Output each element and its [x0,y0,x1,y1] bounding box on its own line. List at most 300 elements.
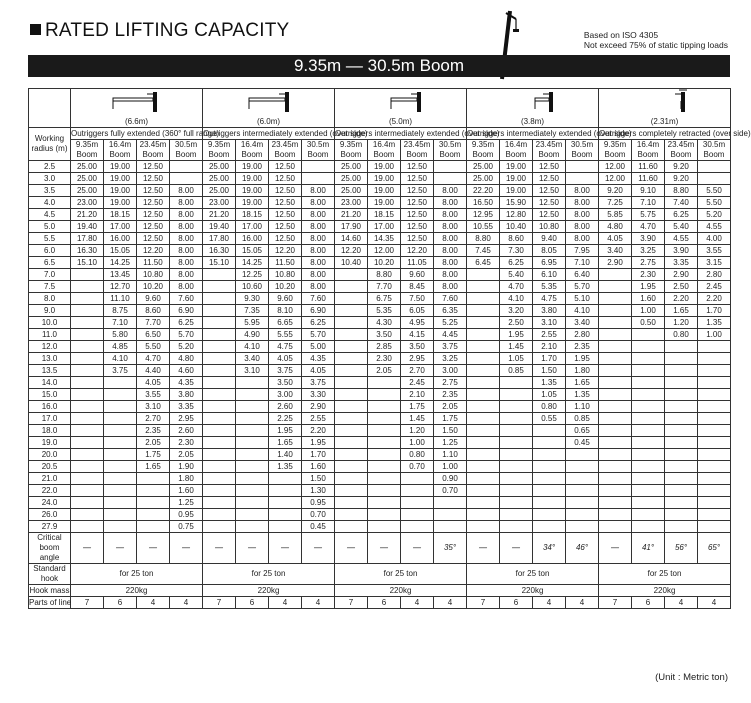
capacity-cell: 1.35 [533,377,566,389]
capacity-cell: 4.80 [170,353,203,365]
capacity-cell: 1.50 [434,425,467,437]
parts-of-line-cell: 4 [434,597,467,609]
capacity-cell [71,317,104,329]
capacity-cell: 12.00 [599,161,632,173]
capacity-cell: 12.50 [137,233,170,245]
capacity-cell: 25.00 [71,173,104,185]
capacity-cell [401,509,434,521]
capacity-cell [467,269,500,281]
capacity-cell [599,293,632,305]
critical-angle-cell: — [335,533,368,564]
table-row [29,209,731,221]
capacity-cell [335,413,368,425]
capacity-cell: 1.60 [170,485,203,497]
capacity-cell: 3.80 [170,389,203,401]
capacity-cell: 2.05 [170,449,203,461]
capacity-cell: 3.10 [137,401,170,413]
capacity-cell: 6.35 [434,305,467,317]
capacity-cell [170,161,203,173]
capacity-cell: 14.25 [104,257,137,269]
capacity-cell: 1.00 [632,305,665,317]
capacity-cell: 0.85 [566,413,599,425]
capacity-cell: 8.05 [533,245,566,257]
capacity-cell: 1.00 [434,461,467,473]
capacity-cell [566,509,599,521]
capacity-cell [500,437,533,449]
table-row [29,161,731,173]
capacity-cell: 8.00 [434,233,467,245]
parts-of-line-cell: 7 [467,597,500,609]
capacity-cell [335,509,368,521]
capacity-cell: 17.00 [236,221,269,233]
critical-angle-cell: — [368,533,401,564]
capacity-cell [203,353,236,365]
hook-mass-cell: 220kg [599,585,731,597]
capacity-cell: 9.20 [599,185,632,197]
parts-of-line-cell: 7 [203,597,236,609]
title-square-icon [30,24,41,35]
capacity-cell: 8.00 [434,185,467,197]
capacity-cell [335,389,368,401]
capacity-cell [599,365,632,377]
capacity-cell: 8.00 [170,197,203,209]
capacity-cell [203,305,236,317]
capacity-cell: 8.00 [302,281,335,293]
capacity-cell: 2.30 [632,269,665,281]
capacity-cell [137,521,170,533]
capacity-cell: 6.25 [665,209,698,221]
capacity-cell [137,485,170,497]
capacity-cell: 12.50 [137,197,170,209]
capacity-cell [104,437,137,449]
capacity-cell: 3.50 [401,341,434,353]
capacity-cell [599,461,632,473]
capacity-cell [665,473,698,485]
capacity-cell: 19.00 [236,173,269,185]
capacity-cell [236,377,269,389]
capacity-cell: 12.20 [335,245,368,257]
critical-angle-cell: — [269,533,302,564]
capacity-cell [533,497,566,509]
capacity-cell: 19.00 [104,161,137,173]
capacity-cell [599,353,632,365]
capacity-cell [203,329,236,341]
capacity-cell [500,425,533,437]
parts-of-line-cell: 6 [500,597,533,609]
capacity-cell: 3.90 [632,233,665,245]
capacity-cell [368,401,401,413]
capacity-cell: 4.70 [500,281,533,293]
boom-header: 30.5m Boom [434,140,467,161]
capacity-cell [137,497,170,509]
capacity-cell [467,509,500,521]
capacity-cell: 5.35 [368,305,401,317]
capacity-cell [467,353,500,365]
capacity-cell: 2.90 [599,257,632,269]
capacity-cell: 9.60 [401,269,434,281]
capacity-cell: 1.95 [500,329,533,341]
hook-mass-cell: 220kg [467,585,599,597]
table-row [29,281,731,293]
capacity-cell: 7.50 [401,293,434,305]
capacity-cell: 8.10 [269,305,302,317]
standard-hook-label: Standard hook [29,564,71,585]
capacity-cell: 2.20 [302,425,335,437]
capacity-cell [302,161,335,173]
capacity-cell: 12.50 [137,209,170,221]
capacity-cell: 19.00 [104,173,137,185]
capacity-cell [533,461,566,473]
capacity-cell [269,485,302,497]
boom-header: 9.35m Boom [71,140,104,161]
capacity-cell [632,449,665,461]
table-row [29,497,731,509]
capacity-cell: 4.05 [599,233,632,245]
capacity-cell: 19.00 [104,197,137,209]
capacity-cell: 4.55 [698,221,731,233]
capacity-cell [368,485,401,497]
capacity-cell [467,365,500,377]
capacity-cell [434,173,467,185]
capacity-cell: 1.70 [302,449,335,461]
capacity-cell: 25.00 [203,173,236,185]
capacity-cell: 9.30 [236,293,269,305]
capacity-cell: 7.60 [302,293,335,305]
capacity-cell: 5.40 [500,269,533,281]
critical-angle-cell: — [401,533,434,564]
capacity-cell: 2.50 [665,281,698,293]
parts-of-line-cell: 6 [632,597,665,609]
boom-range-banner: 9.35m — 30.5m Boom [28,55,730,77]
capacity-cell: 6.95 [533,257,566,269]
capacity-cell [335,425,368,437]
capacity-cell: 17.90 [335,221,368,233]
capacity-cell [500,461,533,473]
radius-cell: 16.0 [29,401,71,413]
capacity-cell: 8.00 [434,209,467,221]
capacity-cell [302,173,335,185]
capacity-cell: 12.50 [269,233,302,245]
capacity-cell: 3.30 [302,389,335,401]
capacity-cell: 16.00 [104,233,137,245]
capacity-cell [335,449,368,461]
capacity-cell: 4.60 [170,365,203,377]
capacity-cell: 3.15 [698,257,731,269]
radius-cell: 7.0 [29,269,71,281]
boom-header: 16.4m Boom [104,140,137,161]
capacity-cell [71,509,104,521]
capacity-cell: 12.50 [533,185,566,197]
capacity-cell: 14.35 [368,233,401,245]
radius-cell: 20.5 [29,461,71,473]
capacity-cell [566,521,599,533]
capacity-cell: 1.40 [269,449,302,461]
capacity-cell: 2.50 [500,317,533,329]
capacity-cell [236,413,269,425]
capacity-cell [236,521,269,533]
capacity-cell: 0.90 [434,473,467,485]
capacity-cell: 25.00 [335,173,368,185]
capacity-cell: 12.00 [368,245,401,257]
capacity-cell [368,425,401,437]
capacity-cell [236,449,269,461]
table-row [29,389,731,401]
capacity-cell [71,485,104,497]
capacity-cell: 8.00 [434,269,467,281]
capacity-cell [203,293,236,305]
capacity-cell [236,497,269,509]
capacity-cell [170,173,203,185]
capacity-cell [698,437,731,449]
boom-header: 30.5m Boom [698,140,731,161]
capacity-cell: 1.90 [170,461,203,473]
capacity-cell [368,389,401,401]
capacity-cell [467,281,500,293]
capacity-cell: 18.15 [236,209,269,221]
capacity-cell [599,341,632,353]
capacity-cell: 8.00 [170,209,203,221]
capacity-cell: 6.75 [368,293,401,305]
capacity-cell [632,341,665,353]
capacity-cell: 8.00 [434,281,467,293]
capacity-cell: 12.50 [269,185,302,197]
capacity-cell: 4.75 [269,341,302,353]
capacity-cell [599,269,632,281]
capacity-cell: 6.90 [302,305,335,317]
capacity-cell: 14.60 [335,233,368,245]
critical-angle-cell: 46° [566,533,599,564]
capacity-cell: 18.15 [104,209,137,221]
capacity-cell: 2.05 [137,437,170,449]
critical-angle-cell: — [467,533,500,564]
table-row [29,293,731,305]
capacity-cell: 18.15 [368,209,401,221]
radius-cell: 12.0 [29,341,71,353]
capacity-cell: 4.30 [368,317,401,329]
capacity-cell: 0.95 [302,497,335,509]
capacity-cell: 25.00 [467,161,500,173]
capacity-cell [104,401,137,413]
capacity-cell [236,389,269,401]
parts-of-line-cell: 7 [335,597,368,609]
critical-angle-cell: — [236,533,269,564]
capacity-cell: 0.95 [170,509,203,521]
capacity-cell: 2.90 [302,401,335,413]
hook-mass-label: Hook mass [29,585,70,595]
capacity-cell: 2.20 [698,293,731,305]
capacity-cell: 12.50 [533,197,566,209]
critical-angle-cell: — [599,533,632,564]
parts-of-line-row [29,597,731,609]
capacity-cell [632,461,665,473]
capacity-cell [203,317,236,329]
capacity-cell: 5.55 [269,329,302,341]
outrigger-1-icon [107,89,167,113]
capacity-cell: 10.40 [335,257,368,269]
capacity-cell: 2.90 [665,269,698,281]
capacity-cell [665,341,698,353]
capacity-cell: 1.10 [566,401,599,413]
capacity-cell: 17.00 [104,221,137,233]
radius-cell: 13.0 [29,353,71,365]
corner-cell [29,89,71,128]
capacity-cell [599,425,632,437]
radius-cell: 21.0 [29,473,71,485]
capacity-cell [203,389,236,401]
capacity-cell: 1.00 [401,437,434,449]
capacity-cell [632,377,665,389]
capacity-cell: 5.40 [665,221,698,233]
capacity-cell [335,305,368,317]
critical-angle-cell: 41° [632,533,665,564]
hook-mass-row [29,585,731,597]
capacity-cell: 10.20 [368,257,401,269]
capacity-cell [203,497,236,509]
capacity-cell [632,353,665,365]
capacity-cell: 12.80 [500,209,533,221]
radius-cell: 11.0 [29,329,71,341]
capacity-cell: 2.55 [533,329,566,341]
table-row [29,425,731,437]
capacity-cell [467,341,500,353]
capacity-cell: 17.80 [203,233,236,245]
critical-angle-cell: — [203,533,236,564]
capacity-cell: 25.00 [203,161,236,173]
capacity-cell: 2.70 [137,413,170,425]
capacity-cell [104,509,137,521]
capacity-cell: 2.85 [368,341,401,353]
capacity-cell: 7.10 [632,197,665,209]
capacity-cell [335,437,368,449]
radius-cell: 2.5 [29,161,71,173]
capacity-cell [665,413,698,425]
outrigger-2-icon [239,89,299,113]
capacity-cell [467,389,500,401]
capacity-cell [533,449,566,461]
table-row [29,269,731,281]
capacity-cell: 25.00 [467,173,500,185]
capacity-cell: 12.50 [533,209,566,221]
boom-header: 16.4m Boom [500,140,533,161]
capacity-cell [335,281,368,293]
capacity-cell: 3.55 [698,245,731,257]
capacity-cell [71,293,104,305]
capacity-cell: 4.45 [434,329,467,341]
capacity-cell: 2.05 [368,365,401,377]
capacity-cell: 19.00 [500,173,533,185]
capacity-cell [665,521,698,533]
capacity-cell: 2.95 [401,353,434,365]
capacity-cell: 5.25 [434,317,467,329]
capacity-cell: 8.00 [566,209,599,221]
capacity-cell: 25.00 [203,185,236,197]
standard-note: Based on ISO 4305 Not exceed 75% of static tipping loads [583,30,728,50]
capacity-cell [104,389,137,401]
capacity-cell [599,473,632,485]
capacity-cell [335,473,368,485]
capacity-cell [368,437,401,449]
parts-of-line-cell: 4 [698,597,731,609]
capacity-cell: 2.10 [401,389,434,401]
capacity-cell [104,497,137,509]
table-row [29,245,731,257]
capacity-cell: 4.90 [236,329,269,341]
capacity-cell [203,269,236,281]
capacity-cell: 3.75 [434,341,467,353]
capacity-cell: 4.05 [302,365,335,377]
capacity-cell: 2.95 [170,413,203,425]
mode-2-label: Outriggers intermediately extended (over side) [203,128,368,138]
capacity-cell [698,173,731,185]
capacity-cell [665,437,698,449]
capacity-cell: 8.80 [368,269,401,281]
capacity-cell [269,497,302,509]
radius-cell: 5.0 [29,221,71,233]
capacity-cell: 4.80 [599,221,632,233]
capacity-cell: 16.30 [203,245,236,257]
standard-hook-cell: for 25 ton [599,564,731,585]
capacity-cell: 3.50 [368,329,401,341]
capacity-cell [500,473,533,485]
capacity-cell: 2.25 [269,413,302,425]
capacity-cell: 7.60 [434,293,467,305]
capacity-cell [665,401,698,413]
capacity-cell [698,365,731,377]
capacity-cell [500,401,533,413]
boom-header: 9.35m Boom [599,140,632,161]
capacity-cell [665,485,698,497]
capacity-cell: 0.75 [170,521,203,533]
capacity-cell [632,389,665,401]
critical-angle-cell: — [104,533,137,564]
capacity-cell: 8.80 [467,233,500,245]
capacity-cell [467,461,500,473]
capacity-cell: 8.00 [170,281,203,293]
capacity-cell [467,413,500,425]
capacity-cell: 8.00 [170,269,203,281]
capacity-cell [665,389,698,401]
parts-of-line-cell: 7 [599,597,632,609]
capacity-cell: 1.45 [500,341,533,353]
capacity-cell [533,437,566,449]
capacity-cell: 23.00 [71,197,104,209]
capacity-cell: 1.70 [533,353,566,365]
capacity-cell: 8.00 [434,257,467,269]
capacity-cell: 10.80 [269,269,302,281]
capacity-cell: 12.70 [104,281,137,293]
capacity-cell: 5.80 [104,329,137,341]
capacity-cell [203,449,236,461]
capacity-cell: 3.10 [236,365,269,377]
radius-cell: 10.0 [29,317,71,329]
capacity-cell: 8.60 [137,305,170,317]
capacity-cell [599,521,632,533]
capacity-cell: 19.00 [500,161,533,173]
capacity-cell: 12.50 [401,221,434,233]
capacity-cell [269,509,302,521]
standard-hook-cell: for 25 ton [467,564,599,585]
unit-note: (Unit : Metric ton) [655,672,728,683]
capacity-cell: 0.65 [566,425,599,437]
capacity-cell: 5.20 [698,209,731,221]
capacity-cell: 6.10 [533,269,566,281]
capacity-cell [632,425,665,437]
capacity-cell: 12.50 [269,221,302,233]
table-row [29,353,731,365]
capacity-cell: 3.35 [170,401,203,413]
capacity-cell: 2.30 [368,353,401,365]
capacity-cell: 19.00 [368,185,401,197]
